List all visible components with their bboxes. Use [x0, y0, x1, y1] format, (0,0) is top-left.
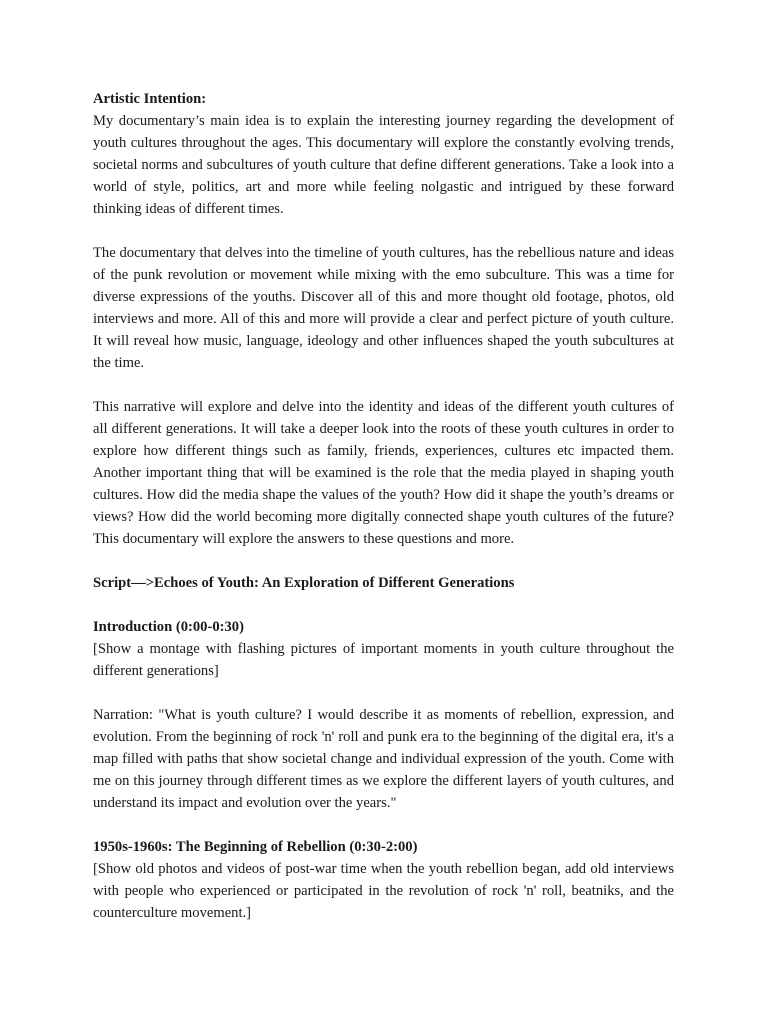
section-1950s-heading: 1950s-1960s: The Beginning of Rebellion (0:30-2:00): [93, 839, 418, 855]
artistic-intention-paragraph-1: My documentary’s main idea is to explain the interesting journey regarding the development of youth cultures throughout the ages. This documentary will explore the constantly evolving trends, societal norms and subcultures of youth culture that define different generations. Take a look into a world of style, politics, art and more while feeling nolgastic and intrigued by these forward thinking ideas of different times.: [93, 113, 674, 217]
spacer: [93, 374, 674, 396]
spacer: [93, 814, 674, 836]
artistic-intention-paragraph-2: The documentary that delves into the timeline of youth cultures, has the rebellious nature and ideas of the punk revolution or movement while mixing with the emo subculture. This was a time for diverse expressions of the youths. Discover all of this and more thought old footage, photos, old interviews and more. All of this and more will provide a clear and perfect picture of youth culture. It will reveal how music, language, ideology and other influences shaped the youth subcultures at the time.: [93, 245, 674, 371]
script-title: Script—>Echoes of Youth: An Exploration of Different Generations: [93, 575, 515, 591]
introduction-heading: Introduction (0:00-0:30): [93, 619, 244, 635]
spacer: [93, 550, 674, 572]
spacer: [93, 220, 674, 242]
introduction-direction: [Show a montage with flashing pictures of important moments in youth culture throughout the different generations]: [93, 641, 674, 679]
section-1950s-direction: [Show old photos and videos of post-war time when the youth rebellion began, add old interviews with people who experienced or participated in the revolution of rock 'n' roll, beatniks, and the counterculture movement.]: [93, 861, 674, 921]
spacer: [93, 594, 674, 616]
spacer: [93, 682, 674, 704]
document-page: [93, 88, 674, 924]
introduction-narration: Narration: "What is youth culture? I would describe it as moments of rebellion, expression, and evolution. From the beginning of rock 'n' roll and punk era to the beginning of the digital era, it's a map filled with paths that show societal change and individual expression of the youth. Come with me on this journey through different times as we explore the different layers of youth cultures, and understand its impact and evolution over the years.": [93, 707, 674, 811]
artistic-intention-heading: Artistic Intention:: [93, 91, 207, 107]
artistic-intention-paragraph-3: This narrative will explore and delve into the identity and ideas of the different youth cultures of all different generations. It will take a deeper look into the roots of these youth cultures in order to explore how different things such as family, friends, experiences, cultures etc impacted them. Another important thing that will be examined is the role that the media played in shaping youth cultures. How did the media shape the values of the youth? How did it shape the youth’s dreams or views? How did the world becoming more digitally connected shape youth cultures of the future? This documentary will explore the answers to these questions and more.: [93, 399, 674, 547]
